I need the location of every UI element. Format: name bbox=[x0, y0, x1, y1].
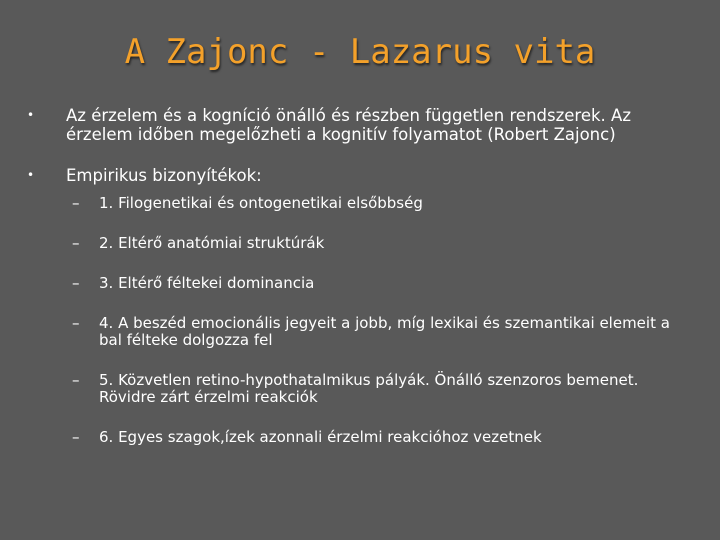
dash-marker: – bbox=[72, 194, 80, 212]
dash-marker: – bbox=[72, 314, 80, 332]
bullet-item bbox=[27, 106, 697, 144]
slide-content bbox=[27, 106, 697, 469]
sub-item bbox=[66, 195, 697, 212]
dash-marker: – bbox=[72, 274, 80, 292]
dash-marker: – bbox=[72, 428, 80, 446]
sub-item-text: 3. Eltérő féltekei dominancia bbox=[99, 274, 315, 292]
sub-item-text: 6. Egyes szagok,ízek azonnali érzelmi reakcióhoz vezetnek bbox=[99, 428, 542, 446]
bullet-text: Az érzelem és a kogníció önálló és részben független rendszerek. Az érzelem időben megelőzheti a kognitív folyamatot (Robert Zajonc) bbox=[66, 106, 631, 144]
sub-item-text: 1. Filogenetikai és ontogenetikai elsőbbség bbox=[99, 194, 423, 212]
sub-item bbox=[66, 315, 697, 349]
sub-item bbox=[66, 275, 697, 292]
bullet-marker: • bbox=[27, 108, 35, 122]
dash-marker: – bbox=[72, 371, 80, 389]
sub-list bbox=[66, 195, 697, 446]
sub-item bbox=[66, 372, 697, 406]
sub-item bbox=[66, 235, 697, 252]
slide-title: A Zajonc - Lazarus vita bbox=[124, 32, 596, 72]
sub-item-text: 5. Közvetlen retino-hypothatalmikus pályák. Önálló szenzoros bemenet. Rövidre zárt érzelmi reakciók bbox=[99, 371, 639, 406]
sub-item-text: 4. A beszéd emocionális jegyeit a jobb, míg lexikai és szemantikai elemeit a bal félteke dolgozza fel bbox=[99, 314, 670, 349]
bullet-marker: • bbox=[27, 168, 35, 182]
dash-marker: – bbox=[72, 234, 80, 252]
sub-item-text: 2. Eltérő anatómiai struktúrák bbox=[99, 234, 325, 252]
bullet-text: Empirikus bizonyítékok: bbox=[66, 166, 262, 185]
bullet-item bbox=[27, 166, 697, 185]
sub-item bbox=[66, 429, 697, 446]
